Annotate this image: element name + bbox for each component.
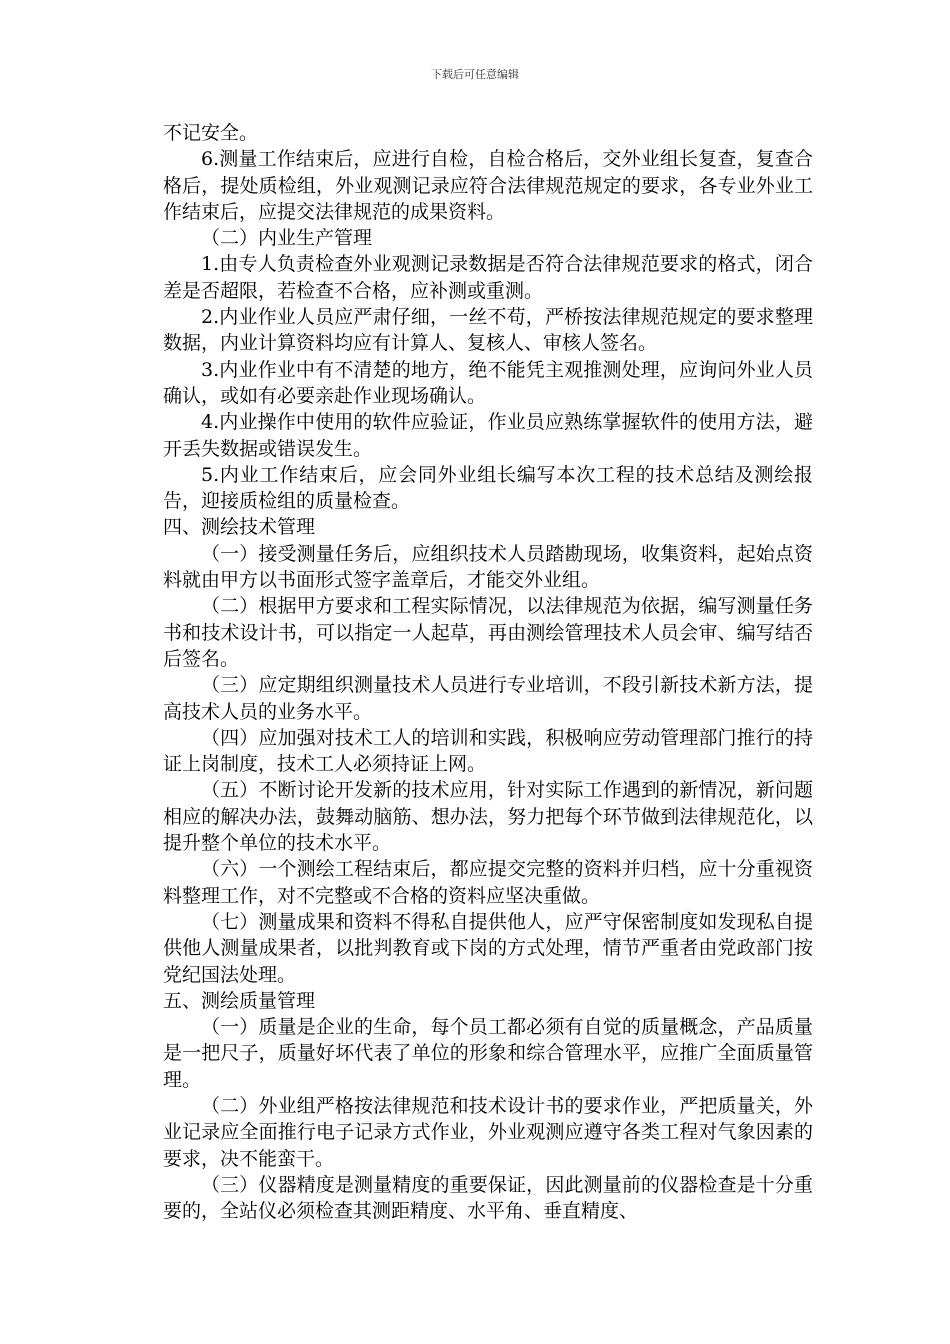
paragraph: （六）一个测绘工程结束后，都应提交完整的资料并归档，应十分重视资料整理工作，对不完整或不合格的资料应坚决重做。: [163, 858, 813, 907]
paragraph: （一）接受测量任务后，应组织技术人员踏勘现场，收集资料，起始点资料就由甲方以书面形式签字盖章后，才能交外业组。: [163, 542, 813, 592]
paragraph: 2.内业作业人员应严肃仔细，一丝不苟，严桥按法律规范规定的要求整理数据，内业计算资料均应有计算人、复核人、审核人签名。: [163, 306, 813, 355]
paragraph: 6.测量工作结束后，应进行自检，自检合格后，交外业组长复查，复查合格后，提处质检组，外业观测记录应符合法律规范规定的要求，各专业外业工作结束后，应提交法律规范的成果资料。: [163, 148, 813, 223]
document-body: [163, 120, 813, 1224]
paragraph: （三）应定期组织测量技术人员进行专业培训，不段引新技术新方法，提高技术人员的业务水平。: [163, 674, 813, 723]
section-heading: 五、测绘质量管理: [163, 989, 316, 1012]
paragraph: 4.内业操作中使用的软件应验证，作业员应熟练掌握软件的使用方法，避开丢失数据或错误发生。: [163, 411, 813, 460]
paragraph: 5.内业工作结束后，应会同外业组长编写本次工程的技术总结及测绘报告，迎接质检组的质量检查。: [163, 463, 813, 513]
paragraph: （四）应加强对技术工人的培训和实践，积极响应劳动管理部门推行的持证上岗制度，技术工人必须持证上网。: [163, 726, 813, 776]
paragraph: （五）不断讨论开发新的技术应用，针对实际工作遇到的新情况，新问题相应的解决办法，鼓舞动脑筋、想办法，努力把每个环节做到法律规范化，以提升整个单位的技术水平。: [163, 779, 813, 855]
paragraph: 不记安全。: [163, 122, 259, 144]
paragraph: （七）测量成果和资料不得私自提供他人，应严守保密制度如发现私自提供他人测量成果者，以批判教育或下岗的方式处理，情节严重者由党政部门按党纪国法处理。: [163, 910, 813, 986]
paragraph: （三）仪器精度是测量精度的重要保证，因此测量前的仪器检查是十分重要的，全站仪必须检查其测距精度、水平角、垂直精度、: [163, 1173, 813, 1223]
paragraph: （一）质量是企业的生命，每个员工都必须有自觉的质量概念，产品质量是一把尺子，质量好坏代表了单位的形象和综合管理水平，应推广全面质量管理。: [163, 1016, 813, 1091]
section-heading: 四、测绘技术管理: [163, 516, 316, 539]
paragraph: 1.由专人负责检查外业观测记录数据是否符合法律规范要求的格式，闭合差是否超限，若检查不合格，应补测或重测。: [163, 253, 813, 302]
paragraph: （二）内业生产管理: [201, 227, 373, 250]
page-header: 下载后可任意编辑: [431, 68, 519, 81]
paragraph: 3.内业作业中有不清楚的地方，绝不能凭主观推测处理，应询问外业人员确认，或如有必要亲赴作业现场确认。: [163, 358, 813, 407]
paragraph: （二）外业组严格按法律规范和技术设计书的要求作业，严把质量关，外业记录应全面推行电子记录方式作业，外业观测应遵守各类工程对气象因素的要求，决不能蛮干。: [163, 1094, 813, 1170]
paragraph: （二）根据甲方要求和工程实际情况，以法律规范为依据，编写测量任务书和技术设计书，可以指定一人起草，再由测绘管理技术人员会审、编写结否后签名。: [163, 595, 813, 670]
